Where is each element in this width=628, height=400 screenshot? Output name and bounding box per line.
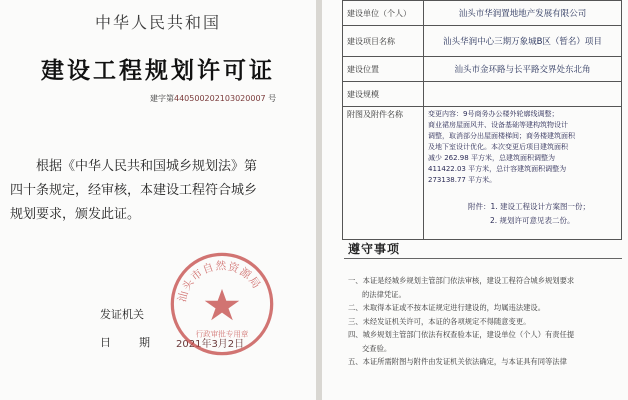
number-prefix: 建字第 [150,94,174,103]
note-line: 及地下室设计优化。本次变更后项目建筑面积 [428,143,568,151]
date-label-part: 日 [100,336,111,349]
row-value: 汕头华润中心三期万象城B区（暂名）项目 [424,26,622,57]
row-label: 建设位置 [343,57,424,82]
row-label: 建设单位（个人） [343,1,424,26]
row-label: 建设项目名称 [343,26,424,57]
attachment-item: 2. 规划许可意见表二份。 [490,216,575,225]
issue-date: 2021年3月2日 [176,339,245,350]
attachment-item: 附件：1. 建设工程设计方案图一份； [468,202,591,211]
change-notes [428,109,617,186]
number-value: 440500202103020007 [174,94,266,103]
rules-list [348,274,624,369]
row-value: 汕头市金环路与长平路交界处东北角 [424,57,622,82]
note-line: 273138.77 平方米。 [428,176,497,184]
row-label: 附图及附件名称 [343,107,424,240]
table-row [343,107,622,240]
row-value: 汕头市华润置地地产发展有限公司 [424,1,622,26]
note-line: 变更内容：9号商务办公楼外轮廓线调整； [428,110,559,118]
rule-line: 的法律凭证。 [362,289,406,299]
body-line: 根据《中华人民共和国城乡规划法》第 [36,159,258,174]
issuer-label: 发证机关 [100,308,144,321]
project-info-table [342,0,622,240]
certificate-title: 建设工程规划许可证 [41,58,275,84]
date-label [100,334,150,350]
note-line: 调整，取消部分出屋面楼梯间；商务楼建筑面积 [428,132,575,140]
country-name: 中华人民共和国 [94,13,221,32]
row-value [424,82,622,107]
seal-graphic [168,250,276,358]
certificate-number [150,93,276,104]
note-line: 商业裙房屋面风井、设备基础等建构筑物设计 [428,121,568,129]
rule-line: 三、未经发证机关许可，本证的各项规定不得随意变更。 [348,316,531,326]
row-label: 建设规模 [343,82,424,107]
official-seal [168,250,276,358]
rule-line: 五、本证所需附图与附件由发证机关依法确定，与本证具有同等法律 [348,357,567,366]
attachments-cell [424,107,622,240]
note-line: 减少 262.98 平方米，总建筑面积调整为 [428,154,555,162]
table-row [343,1,622,26]
rule-line: 二、未取得本证或不按本证规定进行建设的，均属违法建设。 [348,303,546,312]
svg-text:汕头市自然资源局: 汕头市自然资源局 [175,259,264,304]
number-suffix: 号 [268,94,277,103]
attachments-label: 附件： [468,202,491,211]
rule-line: 交查验。 [362,343,392,353]
rule-line: 一、本证是经城乡规划主管部门依法审核，建设工程符合城乡规划要求 [348,276,575,285]
body-line: 四十条规定，经审核，本建设工程符合城乡 [10,183,258,198]
divider [344,258,622,259]
certificate-body [10,155,306,227]
note-line: 411422.03 平方米，总计容建筑面积调整为 [428,165,567,173]
rule-line: 四、城乡规划主管部门依法有权查验本证，建设单位（个人）有责任提 [348,330,575,339]
rules-heading: 遵守事项 [348,242,401,256]
body-line: 规划要求，颁发此证。 [10,207,141,222]
attachment-list [428,200,617,228]
table-row [343,26,622,57]
table-row [343,82,622,107]
svg-text:行政审批专用章: 行政审批专用章 [195,329,249,339]
date-label-part: 期 [139,336,150,349]
table-row [343,57,622,82]
